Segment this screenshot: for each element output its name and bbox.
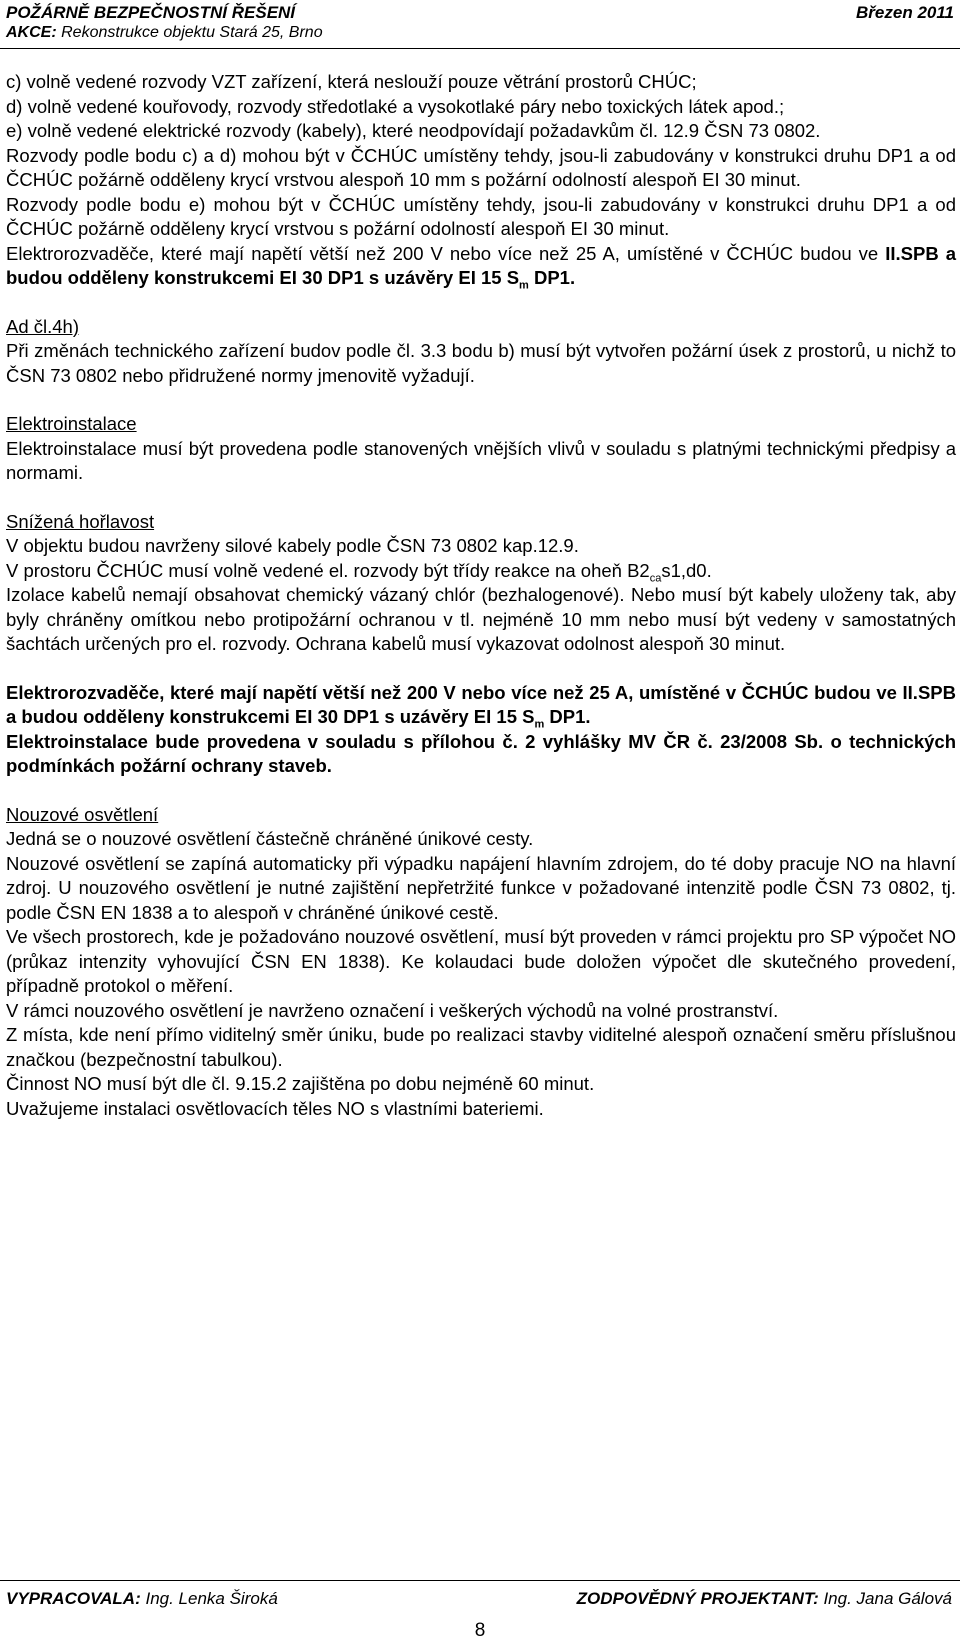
paragraph-snizena-2: V prostoru ČCHÚC musí volně vedené el. rozvody být třídy reakce na oheň $B2_{ca}s1,d0$.	[6, 559, 712, 585]
list-item-d: d) volně vedené kouřovody, rozvody středotlaké a vysokotlaké páry nebo toxických látek apod.;	[6, 95, 785, 117]
paragraph-nouzove-4: V rámci nouzového osvětlení je navrženo označení i veškerých východů na volné prostranství.	[6, 999, 779, 1021]
section-heading-ad: Ad čl.4h)	[6, 315, 80, 337]
paragraph-nouzove-6: Činnost NO musí být dle čl. 9.15.2 zajištěna po dobu nejméně 60 minut.	[6, 1073, 595, 1094]
paragraph-nouzove-2: Nouzové osvětlení se zapíná automaticky při výpadku napájení hlavním zdrojem, do té doby pracuje NO na hlavní zdroj. U nouzového osvětlení je nutné zajištění nepřetržité funkce v požadované intenzitě podle ČSN 73 0802, tj. podle ČSN EN 1838 a to alespoň v chráněné únikové cestě.	[6, 852, 956, 923]
footer-responsible-designer: ZODPOVĚDNÝ PROJEKTANT: Ing. Jana Gálová	[576, 1589, 952, 1608]
paragraph-nouzove-5: Z místa, kde není přímo viditelný směr úniku, bude po realizaci stavby viditelné alespoň označení směru příslušnou značkou (bezpečnostní tabulkou).	[6, 1024, 956, 1070]
section-heading-nouzove-osvetleni: Nouzové osvětlení	[6, 803, 159, 825]
paragraph-rozvody-e: Rozvody podle bodu e) mohou být v ČCHÚC umístěny tehdy, jsou-li zabudovány v konstrukci druhu DP1 a od ČCHÚC požárně odděleny krycí vrstvou s požární odolností alespoň EI 30 minut.	[6, 193, 956, 239]
list-item-c: c) volně vedené rozvody VZT zařízení, která neslouží pouze větrání prostorů CHÚC;	[6, 71, 697, 92]
project-name: Rekonstrukce objektu Stará 25, Brno	[61, 24, 323, 41]
paragraph-nouzove-1: Jedná se o nouzové osvětlení částečně chráněné únikové cesty.	[6, 828, 534, 849]
paragraph-ad: Při změnách technického zařízení budov podle čl. 3.3 bodu b) musí být vytvořen požární úsek z prostorů, u nichž to ČSN 73 0802 nebo přidružené normy jmenovitě vyžadují.	[6, 340, 956, 386]
page-header	[0, 0, 960, 52]
list-item-e: e) volně vedené elektrické rozvody (kabely), které neodpovídají požadavkům čl. 12.9 ČSN 73 0802.	[6, 120, 821, 141]
paragraph-nouzove-3: Ve všech prostorech, kde je požadováno nouzové osvětlení, musí být proveden v rámci projektu pro SP výpočet NO (průkaz intenzity vyhovující ČSN EN 1838). Ke kolaudaci bude doložen výpočet dle skutečného provedení, případně protokol o měření.	[6, 926, 956, 996]
page-number: 8	[474, 1620, 486, 1641]
paragraph-elektrorozvadece: Elektrorozvaděče, které mají napětí větší než 200 V nebo více než 25 A, umístěné v ČCHÚC budou ve II.SPB a budou odděleny konstrukcemi EI 30 DP1 s uzávěry EI 15 $S_m$ DP1.	[6, 242, 956, 292]
paragraph-bold-vyhlaska: Elektroinstalace bude provedena v souladu s přílohou č. 2 vyhlášky MV ČR č. 23/2008 Sb. o technických podmínkách požární ochrany staveb.	[6, 730, 956, 776]
section-heading-snizena-horlavost: Snížená hořlavost	[6, 510, 155, 532]
header-divider	[0, 48, 960, 49]
footer-divider	[0, 1580, 960, 1581]
page-footer	[0, 1580, 960, 1649]
paragraph-elektroinstalace: Elektroinstalace musí být provedena podle stanovených vnějších vlivů v souladu s platnými technickými předpisy a normami.	[6, 437, 956, 483]
document-date: Březen 2011	[856, 3, 954, 22]
section-heading-elektroinstalace: Elektroinstalace	[6, 413, 137, 434]
project-line	[6, 24, 323, 42]
paragraph-snizena-1: V objektu budou navrženy silové kabely podle ČSN 73 0802 kap.12.9.	[6, 535, 579, 556]
paragraph-nouzove-7: Uvažujeme instalaci osvětlovacích těles NO s vlastními bateriemi.	[6, 1097, 544, 1119]
document-body	[6, 70, 956, 1121]
footer-prepared-by: VYPRACOVALA: Ing. Lenka Široká	[6, 1589, 278, 1608]
paragraph-bold-rozvadece: Elektrorozvaděče, které mají napětí větší než 200 V nebo více než 25 A, umístěné v ČCHÚC budou ve II.SPB a budou odděleny konstrukcemi EI 30 DP1 s uzávěry EI 15 $S_m$ DP1.	[6, 681, 956, 731]
paragraph-snizena-3: Izolace kabelů nemají obsahovat chemický vázaný chlór (bezhalogenové). Nebo musí být kabely uloženy tak, aby byly chráněny omítkou nebo protipožární ochranou v tl. nejméně 10 mm nebo musí být vedeny v samostatných šachtách určených pro el. rozvody. Ochrana kabelů musí vykazovat odolnost alespoň 30 minut.	[6, 584, 956, 654]
paragraph-rozvody-cd: Rozvody podle bodu c) a d) mohou být v ČCHÚC umístěny tehdy, jsou-li zabudovány v konstrukci druhu DP1 a od ČCHÚC požárně odděleny krycí vrstvou alespoň 10 mm s požární odolností alespoň EI 30 minut.	[6, 144, 956, 190]
project-label: AKCE:	[6, 24, 57, 41]
document-title: POŽÁRNĚ BEZPEČNOSTNÍ ŘEŠENÍ	[6, 3, 296, 22]
